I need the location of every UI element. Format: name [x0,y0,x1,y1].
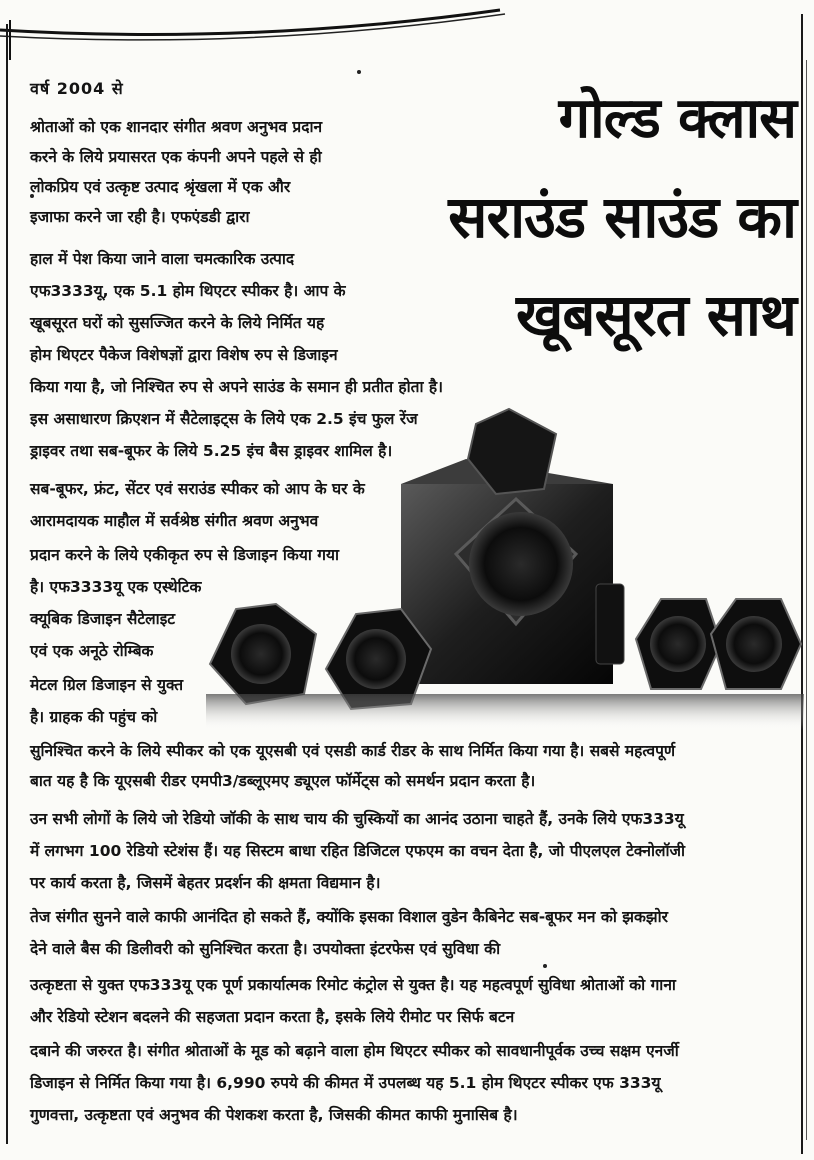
article-line: गुणवत्ता, उत्कृष्टता एवं अनुभव की पेशकश करता है, जिसकी कीमत काफी मुनासिब है। [30,1106,518,1124]
article-line: डिजाइन से निर्मित किया गया है। 6,990 रुपये की कीमत में उपलब्ध यह 5.1 होम थिएटर स्पीकर एफ 333यू [30,1074,661,1092]
article-line: सुनिश्चित करने के लिये स्पीकर को एक यूएसबी एवं एसडी कार्ड रीडर के साथ निर्मित किया गया है। सबसे महत्वपूर्ण [30,742,676,760]
article-line: इजाफा करने जा रही है। एफएंडडी द्वारा [30,208,250,226]
article-line: और रेडियो स्टेशन बदलने की सहजता प्रदान करता है, इसके लिये रीमोट पर सिर्फ बटन [30,1008,515,1026]
article-line: किया गया है, जो निश्चित रुप से अपने साउंड के समान ही प्रतीत होता है। [30,378,444,396]
article-line: क्यूबिक डिजाइन सैटेलाइट [30,610,176,628]
article-line: खूबसूरत घरों को सुसज्जित करने के लिये निर्मित यह [30,314,325,332]
article-line: सब-बूफर, फ्रंट, सेंटर एवं सराउंड स्पीकर को आप के घर के [30,480,365,498]
article-line: करने के लिये प्रयासरत एक कंपनी अपने पहले से ही [30,148,322,166]
article-line: हाल में पेश किया जाने वाला चमत्कारिक उत्पाद [30,250,295,268]
print-speck [357,70,361,74]
article-line: में लगभग 100 रेडियो स्टेशंस हैं। यह सिस्टम बाधा रहित डिजिटल एफएम का वचन देता है, जो पीएलएल टेक्नोलॉजी [30,842,686,860]
article-line: देने वाले बैस की डिलीवरी को सुनिश्चित करता है। उपयोक्ता इंटरफेस एवं सुविधा की [30,940,501,958]
print-speck [543,964,547,968]
article-line: ड्राइवर तथा सब-बूफर के लिये 5.25 इंच बैस ड्राइवर शामिल है। [30,442,393,460]
article-line: बात यह है कि यूएसबी रीडर एमपी3/डब्लूएमए ड्यूएल फॉर्मेट्स को समर्थन प्रदान करता है। [30,772,536,790]
article-line: इस असाधारण क्रिएशन में सैटेलाइट्स के लिये एक 2.5 इंच फुल रेंज [30,410,418,428]
article-line: होम थिएटर पैकेज विशेषज्ञों द्वारा विशेष रुप से डिजाइन [30,346,338,364]
article-line: मेटल ग्रिल डिजाइन से युक्त [30,676,184,694]
left-border [6,24,8,1144]
article-line: श्रोताओं को एक शानदार संगीत श्रवण अनुभव प्रदान [30,118,323,136]
decorative-top-rule [0,0,520,60]
article-line: दबाने की जरुरत है। संगीत श्रोताओं के मूड को बढ़ाने वाला होम थिएटर स्पीकर को सावधानीपूर्वक उच्च सक्षम एनर्जी [30,1042,679,1060]
article-line: उत्कृष्टता से युक्त एफ333यू एक पूर्ण प्रकार्यात्मक रिमोट कंट्रोल से युक्त है। यह महत्वपूर्ण सुविधा श्रोताओं को गाना [30,976,676,994]
article-line: उन सभी लोगों के लिये जो रेडियो जॉकी के साथ चाय की चुस्कियों का आनंद उठाना चाहते हैं, उनके लिये एफ333यू [30,810,684,828]
article-line: पर कार्य करता है, जिसमें बेहतर प्रदर्शन की क्षमता विद्यमान है। [30,874,381,892]
article-line: एवं एक अनूठे रोम्बिक [30,642,154,660]
article-line: आरामदायक माहौल में सर्वश्रेष्ठ संगीत श्रवण अनुभव [30,512,319,530]
article-line: एफ3333यू, एक 5.1 होम थिएटर स्पीकर है। आप के [30,282,346,300]
headline [386,70,796,364]
right-border-inner [806,60,807,1140]
article-line: वर्ष 2004 से [30,79,124,98]
headline-line-3: खूबसूरत साथ [515,281,796,349]
article-line: है। एफ3333यू एक एस्थेटिक [30,578,202,596]
headline-line-1: गोल्ड क्लास [558,86,796,151]
article-line: लोकप्रिय एवं उत्कृष्ट उत्पाद श्रृंखला में एक और [30,178,291,196]
article-line: तेज संगीत सुनने वाले काफी आनंदित हो सकते हैं, क्योंकि इसका विशाल वुडेन कैबिनेट सब-बूफर मन को झकझोर [30,908,668,926]
article-line: प्रदान करने के लिये एकीकृत रुप से डिजाइन किया गया [30,546,339,564]
headline-line-2: सराउंड साउंड का [448,183,796,251]
article-line: है। ग्राहक की पहुंच को [30,708,158,726]
